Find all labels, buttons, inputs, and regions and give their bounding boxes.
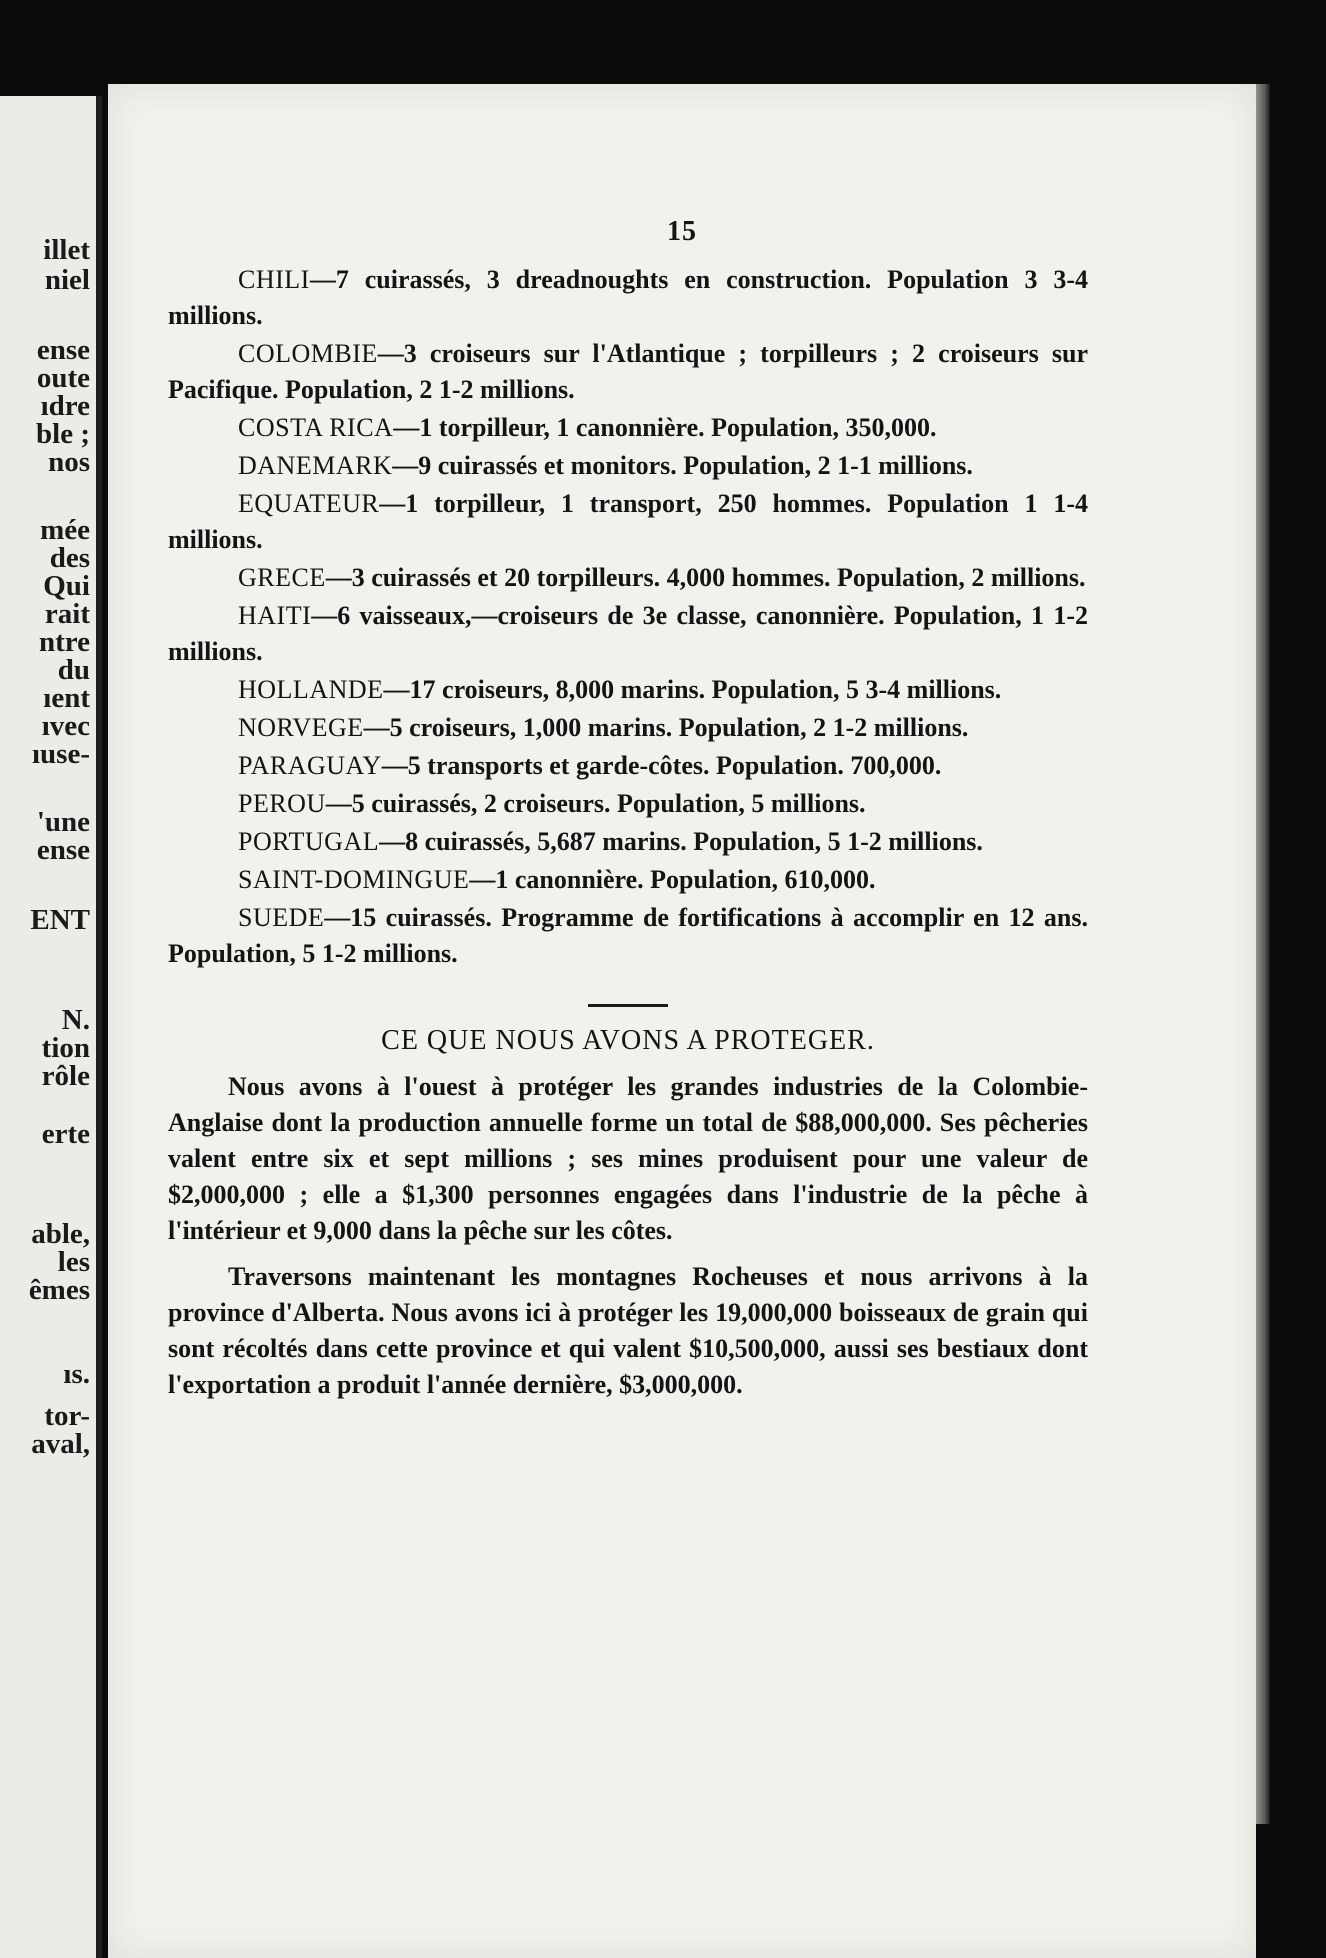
navy-entry <box>168 672 1088 708</box>
previous-page-text-fragment: ENT <box>30 904 90 936</box>
country-name: COLOMBIE <box>238 339 378 368</box>
entry-text: —8 cuirassés, 5,687 marins. Population, 5 1-2 millions. <box>379 827 983 856</box>
country-name: SUEDE <box>238 903 325 932</box>
previous-page-text-fragment: ntre <box>38 626 90 658</box>
previous-page-text-fragment: niel <box>44 264 90 296</box>
previous-page-text-fragment: ense <box>36 834 90 866</box>
navy-entry <box>168 900 1088 972</box>
entry-text: —1 torpilleur, 1 transport, 250 hommes. Population 1 1-4 millions. <box>168 489 1088 554</box>
previous-page-text-fragment: ıvec <box>41 710 90 742</box>
previous-page-text-fragment: 'une <box>36 806 90 838</box>
navy-entry <box>168 862 1088 898</box>
navy-entry <box>168 786 1088 822</box>
entry-text: —1 torpilleur, 1 canonnière. Population, 350,000. <box>393 413 937 442</box>
country-name: DANEMARK <box>238 451 393 480</box>
entry-text: —15 cuirassés. Programme de fortifications à accomplir en 12 ans. Population, 5 1-2 millions. <box>168 903 1088 968</box>
previous-page-text-fragment: les <box>57 1246 90 1278</box>
previous-page-text-fragment: erte <box>41 1118 90 1150</box>
previous-page-text-fragment: oute <box>36 362 90 394</box>
previous-page-text-fragment: ıdre <box>40 390 90 422</box>
previous-page-edge <box>0 96 102 1958</box>
previous-page-text-fragment: ble ; <box>36 418 90 450</box>
previous-page-text-fragment: tion <box>41 1032 90 1064</box>
section-title: CE QUE NOUS AVONS A PROTEGER. <box>381 1025 875 1056</box>
previous-page-text-fragment: du <box>57 654 90 686</box>
country-name: SAINT-DOMINGUE <box>238 865 470 894</box>
country-name: GRECE <box>238 563 326 592</box>
navy-entry <box>168 598 1088 670</box>
previous-page-text-fragment: N. <box>61 1004 90 1036</box>
previous-page-text-fragment: mée <box>40 514 90 546</box>
entry-text: —3 cuirassés et 20 torpilleurs. 4,000 hommes. Population, 2 millions. <box>325 563 1086 592</box>
navy-entries-list <box>168 262 1088 972</box>
navy-entry <box>168 748 1088 784</box>
previous-page-text-fragment: able, <box>31 1218 90 1250</box>
previous-page-text-fragment: des <box>49 542 90 574</box>
previous-page-text-fragment: illet <box>43 234 90 266</box>
navy-entry <box>168 336 1088 408</box>
previous-page-text-fragment: nos <box>48 446 90 478</box>
previous-page-text-fragment: rait <box>44 598 90 630</box>
country-name: COSTA RICA <box>238 413 394 442</box>
entry-text: —1 canonnière. Population, 610,000. <box>469 865 876 894</box>
navy-entry <box>168 560 1088 596</box>
previous-page-text-fragment: Qui <box>43 570 90 602</box>
previous-page-text-fragment: êmes <box>28 1274 90 1306</box>
country-name: HOLLANDE <box>238 675 384 704</box>
previous-page-text-fragment: ense <box>36 334 90 366</box>
entry-text: —7 cuirassés, 3 dreadnoughts en construction. Population 3 3-4 millions. <box>168 265 1088 330</box>
document-page <box>108 84 1256 1958</box>
navy-entry <box>168 410 1088 446</box>
entry-text: —5 cuirassés, 2 croiseurs. Population, 5 millions. <box>325 789 866 818</box>
entry-text: —17 croiseurs, 8,000 marins. Population, 5 3-4 millions. <box>383 675 1002 704</box>
page-number: 15 <box>667 216 697 247</box>
navy-entry <box>168 710 1088 746</box>
entry-text: —5 transports et garde-côtes. Population. 700,000. <box>381 751 942 780</box>
entry-text: —9 cuirassés et monitors. Population, 2 1-1 millions. <box>392 451 973 480</box>
country-name: NORVEGE <box>238 713 364 742</box>
country-name: PEROU <box>238 789 326 818</box>
previous-page-text-fragment: tor- <box>44 1400 90 1432</box>
entry-text: —5 croiseurs, 1,000 marins. Population, 2 1-2 millions. <box>363 713 969 742</box>
country-name: CHILI <box>238 265 310 294</box>
previous-page-text-fragment: rôle <box>41 1060 90 1092</box>
country-name: PARAGUAY <box>238 751 382 780</box>
navy-entry <box>168 824 1088 860</box>
previous-page-text-fragment: aval, <box>31 1428 90 1460</box>
previous-page-text-fragment: ıent <box>43 682 90 714</box>
country-name: EQUATEUR <box>238 489 380 518</box>
previous-page-text-fragment: ıuse- <box>32 738 90 770</box>
navy-entry <box>168 486 1088 558</box>
country-name: PORTUGAL <box>238 827 380 856</box>
entry-text: —3 croiseurs sur l'Atlantique ; torpilleurs ; 2 croiseurs sur Pacifique. Population, 2 1-2 millions. <box>168 339 1088 404</box>
country-name: HAITI <box>238 601 312 630</box>
entry-text: —6 vaisseaux,—croiseurs de 3e classe, canonnière. Population, 1 1-2 millions. <box>168 601 1088 666</box>
navy-entry <box>168 448 1088 484</box>
page-content <box>168 262 1088 1413</box>
paragraph-alberta: Traversons maintenant les montagnes Rocheuses et nous arrivons à la province d'Alberta. Nous avons ici à protéger les 19,000,000 boisseaux de grain qui sont récoltés dans cette province et qui valent $10,500,000, aussi ses bestiaux dont l'exportation a produit l'année dernière, $3,000,000. <box>168 1262 1088 1399</box>
navy-entry <box>168 262 1088 334</box>
section-divider <box>588 1004 668 1007</box>
previous-page-text-fragment: ıs. <box>63 1358 90 1390</box>
paragraph-colombie-anglaise: Nous avons à l'ouest à protéger les grandes industries de la Colombie-Anglaise dont la production annuelle forme un total de $88,000,000. Ses pêcheries valent entre six et sept millions ; ses mines produisent pour une valeur de $2,000,000 ; elle a $1,300 personnes engagées dans l'industrie de la pêche à l'intérieur et 9,000 dans la pêche sur les côtes. <box>168 1072 1088 1245</box>
